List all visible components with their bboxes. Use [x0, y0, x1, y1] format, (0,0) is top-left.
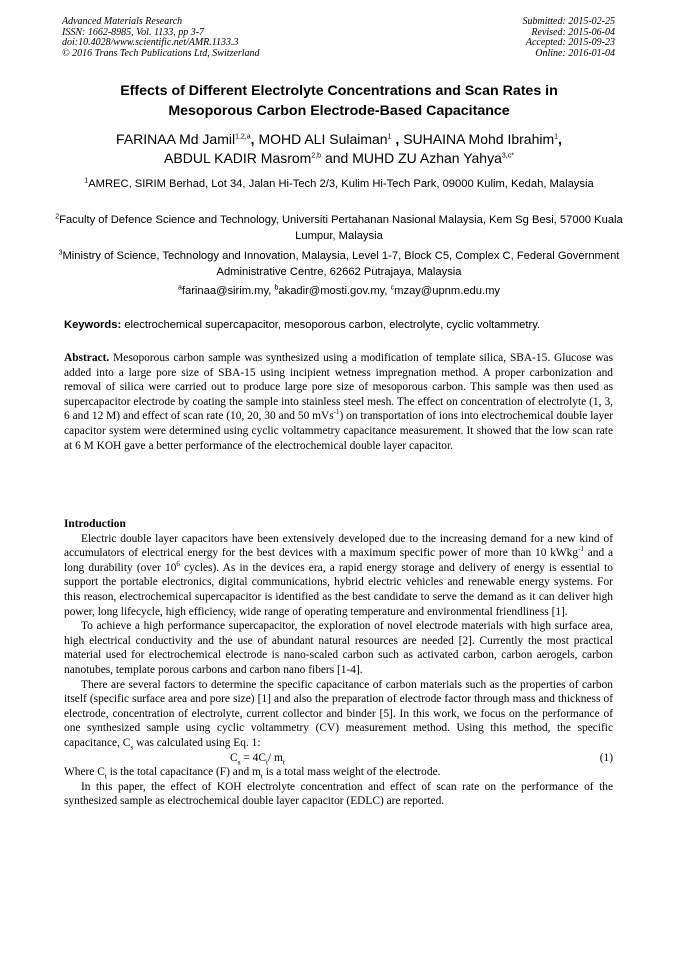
- abstract-label: Abstract.: [64, 352, 110, 364]
- author-emails: [40, 284, 638, 299]
- paragraph-text: was calculated using Eq. 1:: [133, 736, 261, 749]
- author-name: ABDUL KADIR Masrom: [164, 150, 312, 166]
- superscript: -1: [333, 408, 340, 417]
- author-separator: ,: [250, 131, 255, 147]
- author-affiliation-mark: 1,2,a: [235, 133, 251, 141]
- keywords-label: Keywords:: [64, 319, 122, 331]
- intro-paragraph-4: In this paper, the effect of KOH electrolyte concentration and effect of scan rate on the performance of the synthesized sample as electrochemical double layer capacitor (EDLC) are reported.: [64, 780, 613, 808]
- equation-expression: [230, 751, 285, 766]
- journal-doi[interactable]: doi:10.4028/www.scientific.net/AMR.1133.3: [62, 37, 239, 49]
- keywords-text: electrochemical supercapacitor, mesoporous carbon, electrolyte, cyclic voltammetry.: [124, 319, 541, 331]
- date-revised: Revised: 2015-06-04: [531, 26, 615, 38]
- author-separator: ,: [558, 131, 562, 147]
- subscript: t: [260, 771, 264, 781]
- equation-text: / m: [268, 751, 283, 764]
- subscript: s: [130, 742, 134, 752]
- journal-header-right: [523, 17, 616, 59]
- author-name: MUHD ZU Azhan Yahya: [352, 150, 502, 166]
- email-mark: a: [177, 284, 182, 292]
- author-list: [40, 130, 638, 168]
- author-name: MOHD ALI Sulaiman: [258, 131, 388, 147]
- author-affiliation-mark: 3,c*: [501, 152, 514, 160]
- paragraph-text: and a long durability (over 10: [64, 547, 613, 574]
- superscript: 6: [176, 559, 180, 568]
- abstract-text: Mesoporous carbon sample was synthesized using a modification of template silica, SBA-15. Glucose was added into a large pore size of SBA-15 using incipient wetness impregnation method. A proper carbonization and removal of silica were carried out to produce large pore size of mesoporous carbon. This sample was then used as supercapacitor electrode by coating the sample into stainless steel mesh. The effect on concentration of electrolyte (1, 3, 6 and 12 M) and effect of scan rate (10, 20, 30 and 50 mVs: [64, 352, 613, 423]
- affiliation-text: AMREC, SIRIM Berhad, Lot 34, Jalan Hi-Tech 2/3, Kulim Hi-Tech Park, 09000 Kulim, Kedah, Malaysia: [88, 178, 594, 190]
- affiliation-3: [40, 249, 638, 280]
- superscript: -1: [578, 545, 584, 554]
- subscript: t: [265, 756, 269, 766]
- paragraph-text: is the total capacitance (F) and m: [106, 766, 261, 779]
- author-line-2: [40, 149, 638, 168]
- journal-header-left: [62, 17, 260, 59]
- title-line-2: Mesoporous Carbon Electrode-Based Capacitance: [168, 103, 510, 119]
- date-submitted: Submitted: 2015-02-25: [522, 16, 615, 27]
- subscript: t: [104, 771, 107, 781]
- paper-title: [40, 81, 638, 121]
- abstract: [64, 351, 613, 453]
- journal-copyright: © 2016 Trans Tech Publications Ltd, Switzerland: [62, 47, 260, 59]
- equation-number: (1): [599, 751, 613, 764]
- author-separator: and: [324, 150, 349, 166]
- email-link[interactable]: mzay@upnm.edu.my: [394, 285, 501, 297]
- subscript: s: [237, 756, 241, 766]
- abstract-paragraph: [64, 351, 613, 453]
- title-line-1: Effects of Different Electrolyte Concentrations and Scan Rates in: [120, 83, 558, 99]
- email-link[interactable]: farinaa@sirim.my,: [181, 285, 272, 297]
- equation-text: C: [230, 751, 238, 764]
- author-line-1: [40, 130, 638, 149]
- affiliation-mark: 3: [58, 249, 63, 257]
- affiliation-text: Ministry of Science, Technology and Innovation, Malaysia, Level 1-7, Block C5, Complex C, Federal Government Administrative Centre, 62662 Putrajaya, Malaysia: [62, 250, 620, 278]
- affiliation-mark: 2: [55, 213, 60, 221]
- keywords: [64, 318, 616, 333]
- author-name: SUHAINA Mohd Ibrahim: [403, 131, 555, 147]
- email-mark: c: [390, 284, 395, 292]
- subscript: t: [282, 756, 286, 766]
- paragraph-text: cycles). As in the devices era, a rapid energy storage and delivery of energy is essential to support the portable electronics, digital communications, hybrid electric vehicles and renewable energy systems. For this reason, electrochemical supercapacitor is identified as the best candidate to serve the demand as it can deliver high power, long lifecycle, high efficiency, wide range of operating temperature and environmental friendliness [1].: [64, 561, 613, 618]
- email-mark: b: [274, 284, 279, 292]
- affiliation-mark: 1: [84, 177, 89, 185]
- author-affiliation-mark: 1: [554, 133, 559, 141]
- journal-name: Advanced Materials Research: [62, 16, 183, 27]
- intro-paragraph-3: [64, 678, 613, 751]
- introduction-section: [64, 517, 613, 809]
- affiliation-text: Faculty of Defence Science and Technology, Universiti Pertahanan Nasional Malaysia, Kem Sg Besi, 57000 Kuala Lumpur, Malaysia: [59, 214, 623, 242]
- paragraph-text: is a total mass weight of the electrode.: [263, 766, 441, 779]
- email-link[interactable]: akadir@mosti.gov.my,: [278, 285, 388, 297]
- intro-paragraph-1: [64, 532, 613, 620]
- affiliation-1: [40, 177, 638, 193]
- author-separator: ,: [395, 131, 400, 147]
- journal-issn: ISSN: 1662-8985, Vol. 1133, pp 3-7: [62, 26, 205, 38]
- equation-explanation: [64, 765, 613, 780]
- author-affiliation-mark: 2,b: [311, 152, 322, 160]
- author-name: FARINAA Md Jamil: [116, 131, 236, 147]
- paragraph-text: Electric double layer capacitors have been extensively developed due to the increasing demand for a new kind of accumulators of electrical energy for the best devices with a maximum specific power of more than 10 kWkg: [64, 532, 613, 560]
- abstract-text: ) on transportation of ions into electrochemical double layer capacitor system were determined using cyclic voltammetry capacitance measurement. It showed that the low scan rate at 6 M KOH gave a better performance of the electrochemical double layer capacitor.: [64, 410, 613, 452]
- equation-1: [64, 751, 613, 766]
- affiliation-2: [40, 213, 638, 244]
- date-online: Online: 2016-01-04: [535, 47, 615, 59]
- equation-text: = 4C: [240, 751, 266, 764]
- date-accepted: Accepted: 2015-09-23: [525, 37, 615, 49]
- paragraph-text: Where C: [64, 766, 105, 779]
- section-heading: Introduction: [64, 518, 126, 530]
- intro-paragraph-2: To achieve a high performance supercapacitor, the exploration of novel electrode materials with high surface area, high electrical conductivity and the use of abundant natural resources are needed [2]. Currently the most practical material used for electrochemical electrode is nano-scaled carbon such as activated carbon, carbon aerogels, carbon nanotubes, template porous carbons and carbon nano fibers [1-4].: [64, 620, 613, 676]
- paragraph-text: There are several factors to determine the specific capacitance of carbon materials such as the properties of carbon itself (specific surface area and pore size) [1] and also the preparation of electrode factor through mass and thickness of electrode, concentration of electrolyte, current collector and binder [5]. In this work, we focus on the performance of one synthesized sample using cyclic voltammetry (CV) measurement method. Using this method, the specific capacitance, C: [64, 678, 613, 749]
- author-affiliation-mark: 1: [387, 133, 392, 141]
